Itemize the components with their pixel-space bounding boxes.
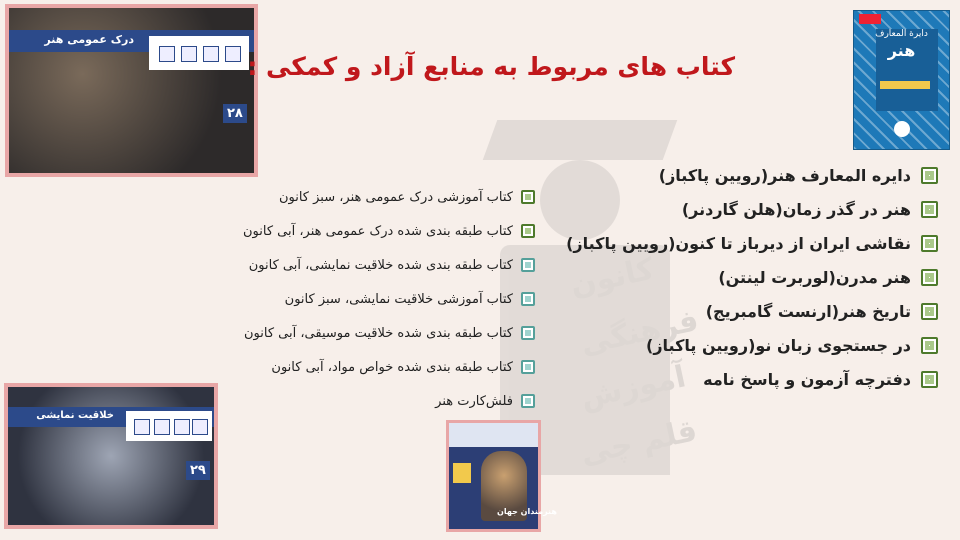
list-item-text: کتاب طبقه بندی شده درک عمومی هنر، آبی کانون (243, 223, 513, 239)
list-item-text: کتاب طبقه بندی شده خواص مواد، آبی کانون (271, 359, 513, 375)
book-icon (225, 46, 241, 62)
book-cover-performing-creativity (4, 383, 218, 529)
cover-author-strip (880, 81, 930, 89)
cover-title: هنر (887, 41, 916, 60)
cover-icon-card (149, 36, 249, 70)
checkbox-icon (921, 201, 938, 218)
cover-title: درک عمومی هنر (44, 33, 134, 46)
secondary-book-list (195, 180, 535, 418)
cover-number: ۲۹ (186, 461, 210, 480)
checkbox-icon (921, 235, 938, 252)
list-item (568, 158, 938, 192)
publisher-logo-icon (894, 121, 910, 137)
checkbox-icon (521, 326, 535, 340)
cover-title: خلاقیت نمایشی (36, 410, 114, 421)
list-item-text: هنر مدرن(لوربرت لینتن) (718, 267, 911, 287)
checkbox-icon (921, 337, 938, 354)
checkbox-icon (921, 269, 938, 286)
primary-book-list (568, 158, 938, 396)
slide-heading: کتاب های مربوط به منابع آزاد و کمکی : (247, 52, 735, 81)
checkbox-icon (521, 292, 535, 306)
checkbox-icon (521, 224, 535, 238)
book-cover-world-artists (446, 420, 557, 532)
list-item (195, 350, 535, 384)
list-item (195, 282, 535, 316)
list-item-text: در جستجوی زبان نو(رویین پاکباز) (646, 335, 911, 355)
book-icon (203, 46, 219, 62)
list-item (568, 294, 938, 328)
checkbox-icon (521, 190, 535, 204)
book-icon (159, 46, 175, 62)
cover-number: ۲۸ (223, 104, 247, 123)
book-icon (134, 419, 150, 435)
checkbox-icon (921, 303, 938, 320)
graduation-cap-icon (483, 120, 678, 160)
list-item (568, 328, 938, 362)
list-item-text: فلش‌کارت هنر (435, 393, 513, 409)
checkbox-icon (921, 371, 938, 388)
book-cover-art-understanding (5, 4, 258, 177)
list-item-text: کتاب آموزشی درک عمومی هنر، سبز کانون (278, 189, 513, 205)
checkbox-icon (521, 394, 535, 408)
cover-subtitle: دایرة المعارف (875, 29, 928, 39)
cover-badge (453, 463, 471, 483)
checkbox-icon (521, 360, 535, 374)
list-item (195, 316, 535, 350)
list-item (195, 180, 535, 214)
list-item-text: تاریخ هنر(ارنست گامبریج) (705, 301, 911, 321)
watermark-text: قلم چی (577, 413, 701, 472)
list-item (568, 362, 938, 396)
book-cover-art-encyclopedia (853, 10, 950, 150)
book-icon (192, 419, 208, 435)
cover-header (449, 423, 538, 447)
list-item-text: نقاشی ایران از دیرباز تا کنون(رویین پاکباز) (566, 233, 911, 253)
list-item-text: دفترچه آزمون و پاسخ نامه (703, 369, 911, 389)
list-item (568, 192, 938, 226)
list-item (195, 384, 535, 418)
cover-title: هنرمندان جهان (497, 507, 557, 516)
checkbox-icon (521, 258, 535, 272)
watermark-text: کانون (567, 251, 658, 304)
list-item (195, 248, 535, 282)
watermark-text: فرهنگی (577, 302, 702, 363)
cover-corner-label (859, 14, 881, 24)
book-icon (181, 46, 197, 62)
book-icon (154, 419, 170, 435)
list-item-text: دایره المعارف هنر(رویین پاکباز) (658, 165, 911, 185)
list-item-text: کتاب آموزشی خلاقیت نمایشی، سبز کانون (284, 291, 513, 307)
list-item (568, 260, 938, 294)
watermark-text: آموزش (577, 359, 689, 416)
list-item-text: کتاب طبقه بندی شده خلاقیت موسیقی، آبی کانون (243, 325, 513, 341)
list-item-text: هنر در گذر زمان(هلن گاردنر) (681, 199, 911, 219)
list-item-text: کتاب طبقه بندی شده خلاقیت نمایشی، آبی کانون (248, 257, 513, 273)
book-icon (174, 419, 190, 435)
list-item (195, 214, 535, 248)
list-item (568, 226, 938, 260)
checkbox-icon (921, 167, 938, 184)
